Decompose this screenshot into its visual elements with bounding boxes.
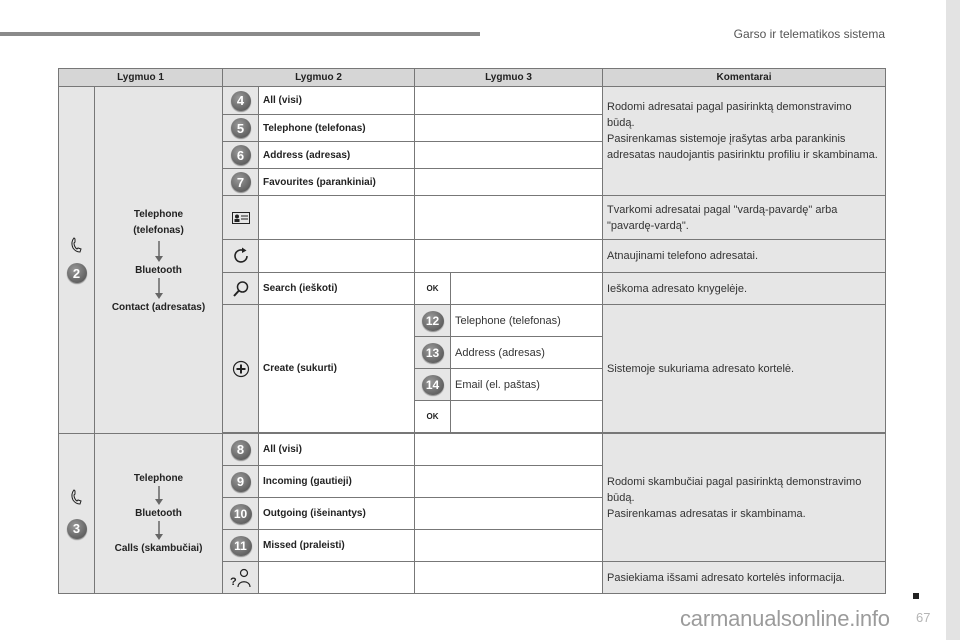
step-badge-6: 6 — [231, 145, 251, 165]
option-all: All (visi) — [259, 87, 415, 115]
comment-refresh: Atnaujinami telefono adresatai. — [603, 240, 886, 273]
person-question-icon — [229, 568, 253, 588]
step-badge-11: 11 — [230, 536, 252, 556]
table-row — [59, 434, 886, 466]
nav-telephone: Telephone — [133, 473, 184, 484]
page-number: 67 — [916, 610, 931, 625]
header-comments: Komentarai — [603, 69, 886, 87]
page-title: Garso ir telematikos sistema — [733, 27, 885, 41]
side-strip — [946, 0, 960, 640]
create-email: Email (el. paštas) — [451, 369, 603, 401]
level1-nav-cell — [95, 434, 223, 594]
level1-nav-cell — [95, 87, 223, 434]
arrow-down-icon — [154, 486, 164, 506]
option-missed: Missed (praleisti) — [259, 530, 415, 562]
step-badge-10: 10 — [230, 504, 252, 524]
option-all-calls: All (visi) — [259, 434, 415, 466]
magnifier-icon — [232, 280, 250, 298]
nav-calls: Calls (skambučiai) — [114, 543, 203, 554]
arrow-down-icon — [154, 241, 164, 263]
header-level-2: Lygmuo 2 — [223, 69, 415, 87]
option-favourites: Favourites (parankiniai) — [259, 169, 415, 196]
menu-table — [58, 68, 886, 594]
comment-filter: Rodomi adresatai pagal pasirinktą demonstravimo būdą. Pasirenkamas sistemoje įrašytas arba parankinis adresatas naudojantis pasirinktu profiliu ir skambinama. — [603, 87, 886, 196]
nav-bluetooth: Bluetooth — [135, 508, 182, 519]
table-header-row — [59, 69, 886, 87]
svg-text:?: ? — [229, 575, 237, 588]
nav-contact: Contact (adresatas) — [111, 302, 206, 313]
comment-details: Pasiekiama išsami adresato kortelės informacija. — [603, 562, 886, 594]
level1-cell — [59, 87, 95, 434]
header-level-3: Lygmuo 3 — [415, 69, 603, 87]
create-address: Address (adresas) — [451, 337, 603, 369]
option-outgoing: Outgoing (išeinantys) — [259, 498, 415, 530]
option-address: Address (adresas) — [259, 142, 415, 169]
step-badge-7: 7 — [231, 172, 251, 192]
step-badge-8: 8 — [231, 440, 251, 460]
step-badge-13: 13 — [422, 343, 444, 363]
refresh-icon — [232, 247, 250, 265]
option-search: Search (ieškoti) — [259, 273, 415, 305]
level1-cell — [59, 434, 95, 594]
nav-bluetooth: Bluetooth — [135, 265, 182, 276]
plus-circle-icon — [232, 360, 250, 378]
create-telephone: Telephone (telefonas) — [451, 305, 603, 337]
step-badge-2: 2 — [67, 263, 87, 283]
arrow-down-icon — [154, 278, 164, 300]
ok-mark: OK — [426, 412, 439, 421]
phone-handset-icon — [70, 237, 84, 253]
comment-manage: Tvarkomi adresatai pagal "vardą-pavardę" arba "pavardę-vardą". — [603, 196, 886, 240]
watermark: carmanualsonline.info — [680, 606, 890, 631]
contact-card-icon — [232, 212, 250, 224]
option-incoming: Incoming (gautieji) — [259, 466, 415, 498]
step-badge-3: 3 — [67, 519, 87, 539]
section-marker — [913, 593, 919, 599]
step-badge-14: 14 — [422, 375, 444, 395]
step-badge-5: 5 — [231, 118, 251, 138]
step-badge-12: 12 — [422, 311, 444, 331]
comment-create: Sistemoje sukuriama adresato kortelė. — [603, 305, 886, 433]
step-badge-4: 4 — [231, 91, 251, 111]
table-row — [59, 87, 886, 115]
nav-telephone: Telephone (telefonas) — [133, 209, 184, 236]
option-telephone: Telephone (telefonas) — [259, 115, 415, 142]
arrow-down-icon — [154, 521, 164, 541]
header-rule — [0, 32, 480, 36]
ok-mark: OK — [426, 284, 439, 293]
phone-handset-icon — [70, 489, 84, 505]
header-level-1: Lygmuo 1 — [59, 69, 223, 87]
option-create: Create (sukurti) — [259, 305, 415, 433]
step-badge-9: 9 — [231, 472, 251, 492]
comment-calls: Rodomi skambučiai pagal pasirinktą demonstravimo būdą. Pasirenkamas adresatas ir skambinama. — [603, 434, 886, 562]
comment-search: Ieškoma adresato knygelėje. — [603, 273, 886, 305]
